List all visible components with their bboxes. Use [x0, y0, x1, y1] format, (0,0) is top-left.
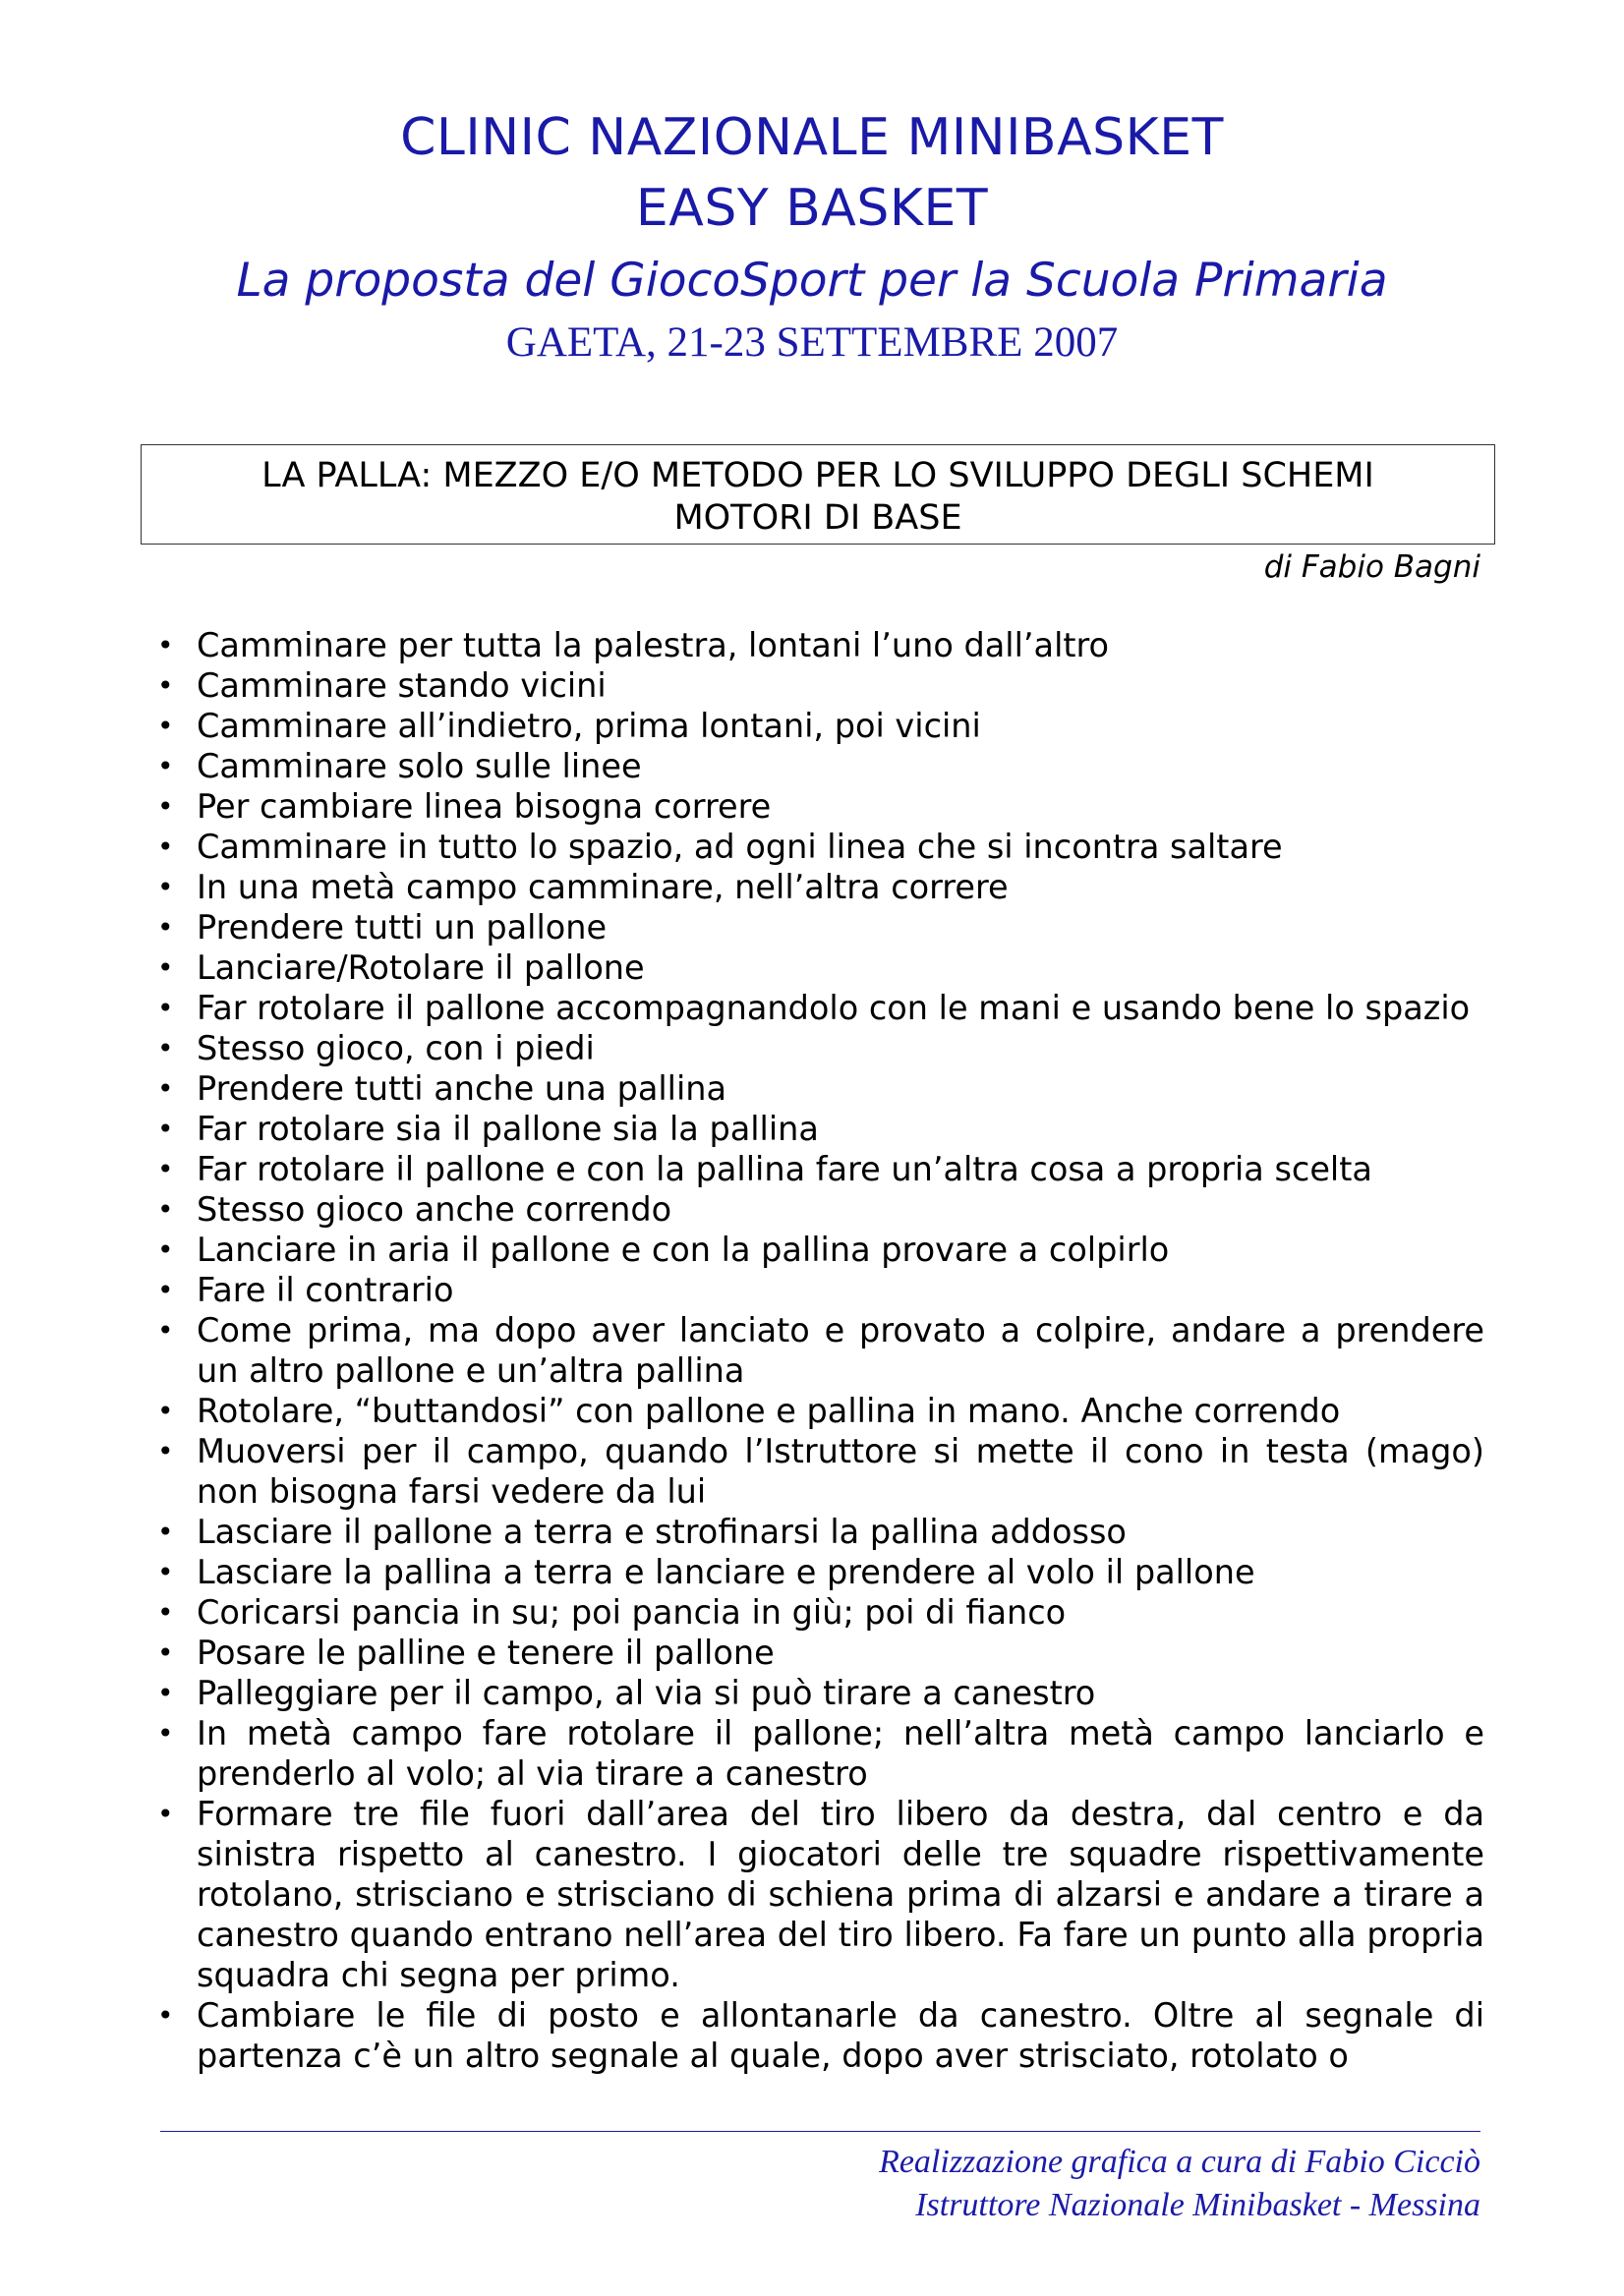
list-item-text: • Far rotolare sia il pallone sia la pallina [197, 1110, 819, 1148]
list-item-text: • Far rotolare il pallone e con la pallina fare un’altra cosa a propria scelta [197, 1150, 1372, 1188]
list-item-text: • Prendere tutti anche una pallina [197, 1069, 727, 1108]
list-item [157, 867, 1484, 907]
list-item-text: • Prendere tutti un pallone [197, 908, 608, 947]
list-item-text: • Cambiare le file di posto e allontanarle da canestro. Oltre al segnale di partenza c’è un altro segnale al quale, dopo aver strisciato, rotolato o [197, 1996, 1484, 2075]
list-item [157, 1028, 1484, 1068]
list-item [157, 1310, 1484, 1391]
list-item [157, 1995, 1484, 2076]
document-header [0, 102, 1624, 370]
topic-line-1: LA PALLA: MEZZO E/O METODO PER LO SVILUPPO DEGLI SCHEMI [261, 456, 1374, 495]
list-item-text: • Camminare solo sulle linee [197, 747, 642, 785]
list-item [157, 1431, 1484, 1512]
list-item-text: • Muoversi per il campo, quando l’Istruttore si mette il cono in testa (mago) non bisogna farsi vedere da lui [197, 1432, 1484, 1511]
title-line-1: CLINIC NAZIONALE MINIBASKET [400, 108, 1224, 167]
activity-list [157, 625, 1484, 2076]
topic-line-2: MOTORI DI BASE [673, 498, 962, 538]
list-item-text: • Far rotolare il pallone accompagnandolo con le mani e usando bene lo spazio [197, 989, 1471, 1027]
list-item [157, 1391, 1484, 1431]
list-item [157, 1149, 1484, 1189]
list-item [157, 1552, 1484, 1592]
footer-divider [160, 2131, 1480, 2132]
list-item-text: • Posare le palline e tenere il pallone [197, 1634, 775, 1672]
list-item [157, 1794, 1484, 1995]
topic-box [141, 444, 1495, 545]
list-item-text: • Camminare in tutto lo spazio, ad ogni linea che si incontra saltare [197, 828, 1283, 866]
list-item [157, 746, 1484, 786]
list-item-text: • Formare tre file fuori dall’area del tiro libero da destra, dal centro e da sinistra rispetto al canestro. I giocatori delle tre squadre rispettivamente rotolano, strisciano e strisciano di schiena prima di alzarsi e andare a tirare a canestro quando entrano nell’area del tiro libero. Fa fare un punto alla propria squadra chi segna per primo. [197, 1795, 1484, 1994]
list-item [157, 786, 1484, 827]
list-item-text: • Fare il contrario [197, 1271, 454, 1309]
list-item-text: • Stesso gioco anche correndo [197, 1190, 672, 1229]
list-item-text: • Stesso gioco, con i piedi [197, 1029, 595, 1067]
list-item [157, 1592, 1484, 1633]
list-item-text: • Come prima, ma dopo aver lanciato e provato a colpire, andare a prendere un altro pallone e un’altra pallina [197, 1311, 1484, 1390]
list-item-text: • Lasciare il pallone a terra e strofinarsi la pallina addosso [197, 1513, 1127, 1551]
list-item [157, 1109, 1484, 1149]
list-item-text: • Lasciare la pallina a terra e lanciare e prendere al volo il pallone [197, 1553, 1255, 1591]
footer-line-2: Istruttore Nazionale Minibasket - Messina [915, 2187, 1480, 2223]
list-item-text: • Rotolare, “buttandosi” con pallone e pallina in mano. Anche correndo [197, 1392, 1341, 1430]
list-item [157, 1512, 1484, 1552]
list-item [157, 625, 1484, 665]
author-credit: di Fabio Bagni [1263, 549, 1480, 585]
list-item [157, 1068, 1484, 1109]
dateline: GAETA, 21-23 SETTEMBRE 2007 [505, 319, 1119, 366]
list-item-text: • Camminare all’indietro, prima lontani, poi vicini [197, 707, 981, 745]
list-item-text: • Palleggiare per il campo, al via si può tirare a canestro [197, 1674, 1096, 1712]
list-item-text: • Camminare per tutta la palestra, lontani l’uno dall’altro [197, 626, 1110, 664]
list-item [157, 1270, 1484, 1310]
list-item-text: • Lanciare in aria il pallone e con la pallina provare a colpirlo [197, 1231, 1170, 1269]
list-item-text: • Per cambiare linea bisogna correre [197, 787, 772, 826]
list-item [157, 1713, 1484, 1794]
list-item-text: • Camminare stando vicini [197, 666, 607, 705]
footer-line-1: Realizzazione grafica a cura di Fabio Cicciò [879, 2144, 1480, 2180]
footer [879, 2141, 1480, 2227]
list-item [157, 827, 1484, 867]
list-item [157, 1633, 1484, 1673]
list-item [157, 988, 1484, 1028]
list-item [157, 1673, 1484, 1713]
list-item [157, 706, 1484, 746]
list-item-text: • In metà campo fare rotolare il pallone; nell’altra metà campo lanciarlo e prenderlo al volo; al via tirare a canestro [197, 1714, 1484, 1793]
list-item [157, 665, 1484, 706]
title-line-2: EASY BASKET [635, 179, 989, 238]
list-item [157, 947, 1484, 988]
list-item [157, 1189, 1484, 1230]
list-item-text: • Coricarsi pancia in su; poi pancia in giù; poi di fianco [197, 1593, 1067, 1632]
list-item [157, 907, 1484, 947]
list-item-text: • In una metà campo camminare, nell’altra correre [197, 868, 1009, 906]
list-item-text: • Lanciare/Rotolare il pallone [197, 948, 645, 987]
subtitle: La proposta del GiocoSport per la Scuola Primaria [236, 254, 1388, 308]
list-item [157, 1230, 1484, 1270]
